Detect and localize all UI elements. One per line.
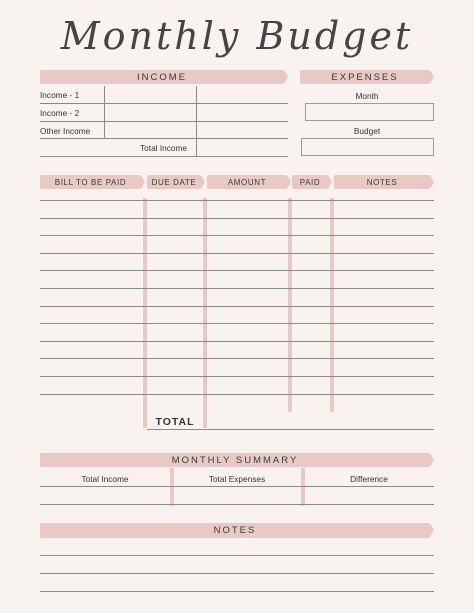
- expenses-header: [300, 70, 430, 84]
- income-row-label: Income - 1: [40, 90, 80, 100]
- income-header-label: INCOME: [137, 71, 187, 83]
- expenses-header-label: EXPENSES: [331, 71, 399, 83]
- bill-row[interactable]: [40, 324, 434, 341]
- due-date-header-label: DUE DATE: [151, 177, 197, 187]
- summary-total-expenses-label: Total Expenses: [208, 474, 266, 484]
- bill-row[interactable]: [40, 236, 434, 253]
- bill-row-line: [40, 394, 434, 395]
- total-label: TOTAL: [155, 416, 195, 428]
- total-amount-field[interactable]: [208, 413, 288, 429]
- notes-header-label: NOTES: [213, 525, 257, 536]
- budget-field[interactable]: [301, 138, 434, 156]
- notes-col-header-label: NOTES: [366, 177, 398, 187]
- notes-header: [40, 523, 430, 538]
- income-1-amount-field[interactable]: [108, 86, 194, 103]
- due-date-header: [147, 175, 201, 189]
- income-header: [40, 70, 284, 84]
- paid-header-label: PAID: [299, 177, 321, 187]
- income-2-amount-field[interactable]: [108, 104, 194, 121]
- summary-header: [40, 453, 430, 467]
- bill-row[interactable]: [40, 342, 434, 359]
- month-field[interactable]: [305, 103, 434, 121]
- bill-header-label: BILL TO BE PAID: [54, 177, 127, 187]
- bill-row[interactable]: [40, 289, 434, 306]
- budget-label: Budget: [353, 126, 381, 136]
- month-label: Month: [355, 91, 379, 101]
- bill-row[interactable]: [40, 377, 434, 394]
- summary-difference-field[interactable]: [306, 487, 434, 504]
- income-row-label: Income - 2: [40, 108, 80, 118]
- summary-separator: [170, 468, 174, 506]
- summary-total-expenses-field[interactable]: [175, 487, 301, 504]
- amount-header-label: AMOUNT: [227, 177, 267, 187]
- total-income-field[interactable]: [199, 139, 287, 156]
- bill-row[interactable]: [40, 254, 434, 271]
- income-row-line: [40, 156, 288, 157]
- income-row-label: Other Income: [40, 126, 91, 136]
- bill-row[interactable]: [40, 359, 434, 376]
- total-income-label: Total Income: [140, 143, 188, 153]
- summary-total-income-label: Total Income: [81, 474, 129, 484]
- summary-total-income-field[interactable]: [40, 487, 170, 504]
- bill-row[interactable]: [40, 271, 434, 288]
- other-income-amount-field[interactable]: [108, 122, 194, 138]
- summary-header-label: MONTHLY SUMMARY: [171, 454, 299, 466]
- bill-header: [40, 175, 141, 189]
- summary-line: [40, 504, 434, 505]
- bill-row[interactable]: [40, 307, 434, 324]
- total-row-line: [147, 429, 434, 430]
- page-title: Monthly Budget: [60, 14, 414, 58]
- amount-header: [207, 175, 287, 189]
- notes-area[interactable]: [40, 540, 434, 596]
- summary-difference-label: Difference: [350, 474, 388, 484]
- income-col-divider: [196, 86, 197, 156]
- income-col-divider: [104, 86, 105, 138]
- summary-separator: [301, 468, 305, 506]
- bill-row[interactable]: [40, 201, 434, 218]
- paid-header: [292, 175, 328, 189]
- bill-row[interactable]: [40, 219, 434, 236]
- notes-col-header: [334, 175, 430, 189]
